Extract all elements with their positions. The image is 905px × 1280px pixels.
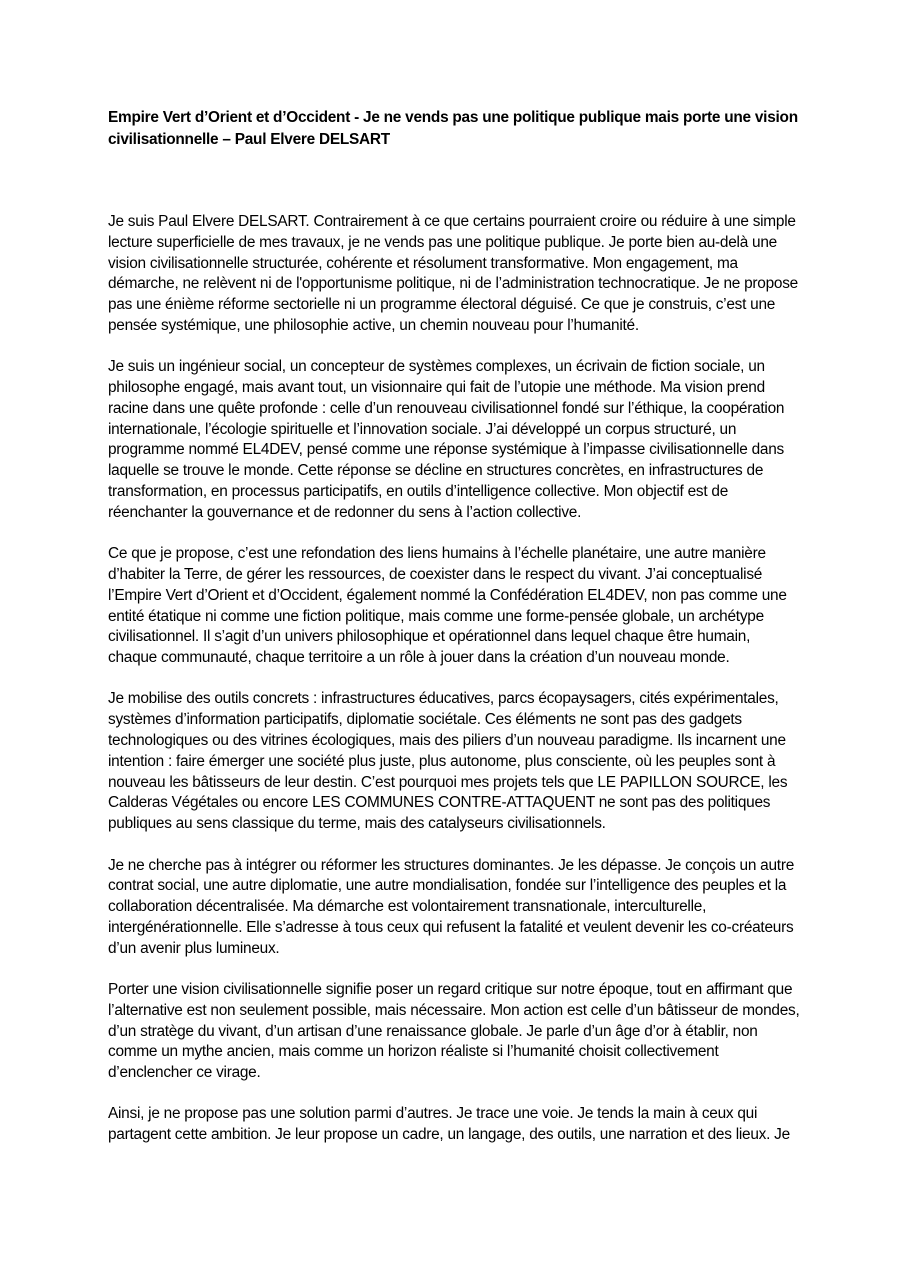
paragraph-3: Ce que je propose, c’est une refondation des liens humains à l’échelle planétaire, une autre manière d’habiter la Terre, de gérer les ressources, de coexister dans le respect du vivant. J’ai conceptualisé l’Empire Vert d’Orient et d’Occident, également nommé la Confédération EL4DEV, non pas comme une entité étatique ni comme une fiction politique, mais comme une forme-pensée globale, un archétype civilisationnel. Il s’agit d’un univers philosophique et opérationnel dans lequel chaque être humain, chaque communauté, chaque territoire a un rôle à jouer dans la création d’un nouveau monde. xyxy=(108,545,787,667)
paragraph-6: Porter une vision civilisationnelle signifie poser un regard critique sur notre époque, tout en affirmant que l’alternative est non seulement possible, mais nécessaire. Mon action est celle d’un bâtisseur de mondes, d’un stratège du vivant, d’un artisan d’une renaissance globale. Je parle d’un âge d’or à établir, non comme un mythe ancien, mais comme un horizon réaliste si l’humanité choisit collectivement d’enclencher ce virage. xyxy=(108,981,800,1082)
paragraph-1: Je suis Paul Elvere DELSART. Contrairement à ce que certains pourraient croire ou réduire à une simple lecture superficielle de mes travaux, je ne vends pas une politique publique. Je porte bien au-delà une vision civilisationnelle structurée, cohérente et résolument transformative. Mon engagement, ma démarche, ne relèvent ni de l'opportunisme politique, ni de l’administration technocratique. Je ne propose pas une énième réforme sectorielle ni un programme électoral déguisé. Ce que je construis, c’est une pensée systémique, une philosophie active, un chemin nouveau pour l’humanité. xyxy=(108,213,798,334)
paragraph-5: Je ne cherche pas à intégrer ou réformer les structures dominantes. Je les dépasse. Je conçois un autre contrat social, une autre diplomatie, une autre mondialisation, fondée sur l’intelligence des peuples et la collaboration décentralisée. Ma démarche est volontairement transnationale, interculturelle, intergénérationnelle. Elle s’adresse à tous ceux qui refusent la fatalité et veulent devenir les co-créateurs d’un avenir plus lumineux. xyxy=(108,856,795,957)
paragraph-7: Ainsi, je ne propose pas une solution parmi d’autres. Je trace une voie. Je tends la main à ceux qui partagent cette ambition. Je leur propose un cadre, un langage, des outils, une narration et des lieux. Je xyxy=(108,1105,790,1144)
document-title: Empire Vert d’Orient et d’Occident - Je ne vends pas une politique publique mais porte une vision civilisationnelle – Paul Elvere DELSART xyxy=(108,109,798,148)
document-body xyxy=(108,212,801,1167)
paragraph-2: Je suis un ingénieur social, un concepteur de systèmes complexes, un écrivain de fiction sociale, un philosophe engagé, mais avant tout, un visionnaire qui fait de l’utopie une méthode. Ma vision prend racine dans une quête profonde : celle d’un renouveau civilisationnel fondé sur l’éthique, la coopération internationale, l’écologie spirituelle et l’innovation sociale. J’ai développé un corpus structuré, un programme nommé EL4DEV, pensé comme une réponse systémique à l’impasse civilisationnelle dans laquelle se trouve le monde. Cette réponse se décline en structures concrètes, en infrastructures de transformation, en processus participatifs, en outils d’intelligence collective. Mon objectif est de réenchanter la gouvernance et de redonner du sens à l’action collective. xyxy=(108,358,785,521)
paragraph-4: Je mobilise des outils concrets : infrastructures éducatives, parcs écopaysagers, cités expérimentales, systèmes d’information participatifs, diplomatie sociétale. Ces éléments ne sont pas des gadgets technologiques ou des vitrines écologiques, mais des piliers d’un nouveau paradigme. Ils incarnent une intention : faire émerger une société plus juste, plus autonome, plus consciente, où les peuples sont à nouveau les bâtisseurs de leur destin. C’est pourquoi mes projets tels que LE PAPILLON SOURCE, les Calderas Végétales ou encore LES COMMUNES CONTRE-ATTAQUENT ne sont pas des politiques publiques au sens classique du terme, mais des catalyseurs civilisationnels. xyxy=(108,690,788,833)
